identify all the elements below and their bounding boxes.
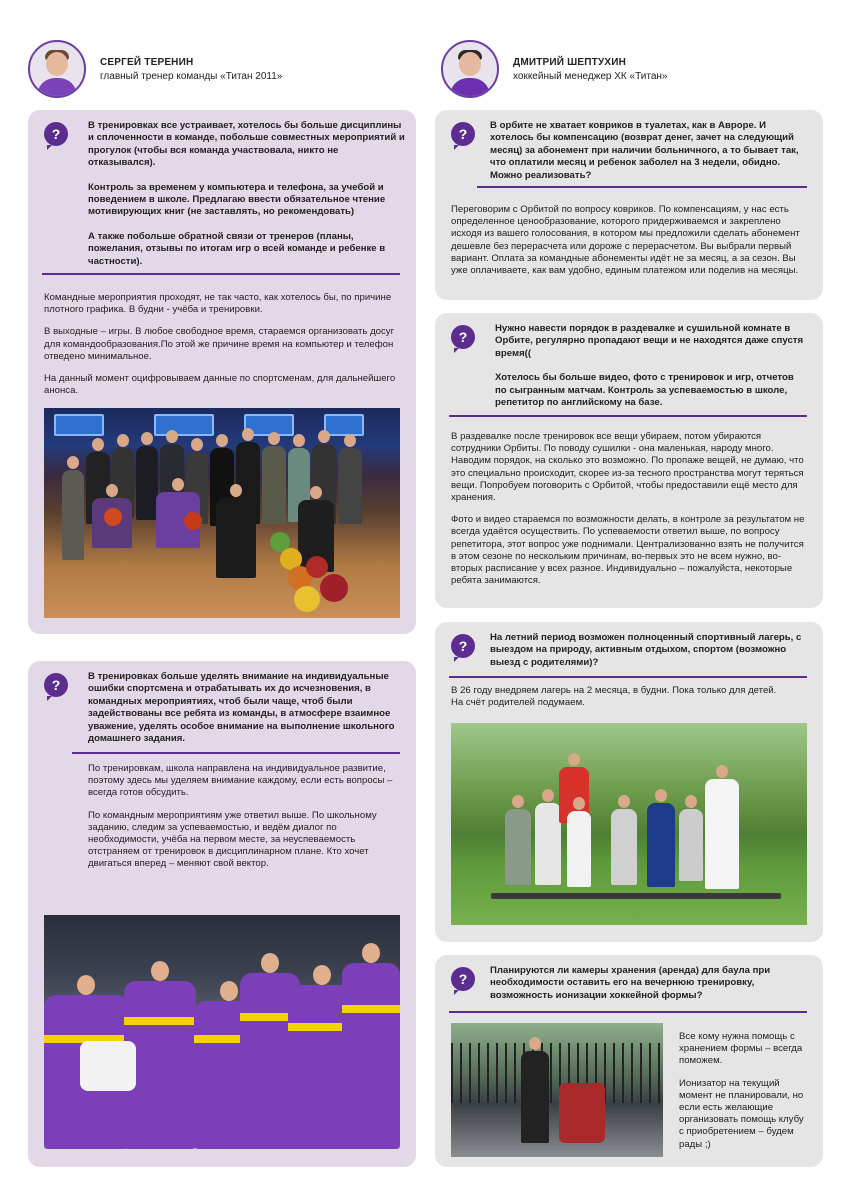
right-header [441,40,667,98]
avatar [441,40,499,98]
hockey-bag-photo [451,1023,663,1157]
answer-text: Переговорим с Орбитой по вопросу ковриков. По компенсациям, у нас есть определенное ценообразование, которого придерживаемся и закреплено исходя из вашего голосования, в котором мы предложили сделать абонемент дешевле без перерасчета или дороже с перерасчетом. Вы выбрали первый вариант. Оплата за командные абонементы идёт не за месяц, а за сезон. Вы уже оплачиваете, как вам удобно, единым платежом или поделив на месяцы. [451,204,800,277]
qa-card [435,955,823,1167]
question-text: В тренировках больше уделять внимание на индивидуальные ошибки спортсмена и отрабатывать их до исчезновения, в командных мероприятиях, чтоб были чаще, чтоб были задействованы все ребята из команды, в атмосфере взаимное уважение, уделять особое внимание на выполнение школьного домашнего задания. [88,671,395,745]
author-role: хоккейный менеджер ХК «Титан» [513,70,668,82]
qa-card [28,110,416,634]
divider [72,752,400,754]
qa-card [28,661,416,1167]
question-bubble-icon: ? [451,325,475,349]
question-text: На летний период возможен полноценный спортивный лагерь, с выездом на природу, активным отдыхом, спортом (возможно выезд с родителями)? [490,632,802,668]
question-bubble-icon: ? [451,634,475,658]
qa-card [435,622,823,942]
answer-text: В 26 году внедряем лагерь на 2 месяца, в будни. Пока только для детей. На счёт родителей подумаем. [451,685,777,709]
question-text: В орбите не хватает ковриков в туалетах, как в Авроре. И хотелось бы компенсацию (возврат денег, зачет на следующий месяц) за абонемент при наличии больничного, а то бывает так, что оплатили месяц и ребенок заболел на 3 недели, обидно. Можно реализовать? [490,120,799,181]
divider [449,415,807,417]
question-text: Нужно навести порядок в раздевалке и сушильной комнате в Орбите, регулярно пропадают вещи и не находятся даже спустя время(( Хотелось бы больше видео, фото с тренировок и игр, отчетов по сыгранным матчам. Контроль за успеваемостью в школе, репетитор по английскому на базе. [495,323,804,409]
hockey-team-photo [44,915,400,1149]
avatar [28,40,86,98]
qa-card [435,313,823,608]
answer-text: По тренировкам, школа направлена на индивидуальное развитие, поэтому здесь мы уделяем внимание каждому, если есть вопросы – всегда готов обсудить. По командным мероприятиям уже ответил выше. По школьному заданию, следим за успеваемостью, и ведём диалог по необходимости, учёба на первом месте, за неуспеваемость отстраняем от тренировок в дисциплинарном плане. Кто хочет двигаться вперед – меняют свой вектор. [88,763,393,870]
question-text: Планируются ли камеры хранения (аренда) для баула при необходимости оставить его на вечернюю тренировку, возможность ионизации хоккейной формы? [490,965,771,1001]
summer-camp-photo [451,723,807,925]
question-bubble-icon: ? [44,122,68,146]
divider [449,676,807,678]
author-name: ДМИТРИЙ ШЕПТУХИН [513,56,627,68]
divider [42,273,400,275]
question-bubble-icon: ? [451,967,475,991]
question-bubble-icon: ? [451,122,475,146]
question-text: В тренировках все устраивает, хотелось бы больше дисциплины и сплоченности в команде, побольше совместных мероприятий и прогулок (чтобы вся команда участвовала, никто не отказывался). Контроль за временем у компьютера и телефона, за учебой и поведением в школе. Предлагаю ввести обязательное чтение мотивирующих книг (не заставлять, но рекомендовать) А также побольше обратной связи от тренеров (планы, пожелания, отзывы по итогам игр о всей команде и ребенке в частности). [88,120,405,267]
answer-text: В раздевалке после тренировок все вещи убираем, потом убираются сотрудники Орбиты. По поводу сушилки - она маленькая, народу много. Наводим порядок, на сколько это возможно. По пропаже вещей, не думаю, что это специально происходит, скорее из-за тесного пространства могут теряться вещи. Попробуем поговорить с Орбитой, чтобы предоставили ещё место для хранения. Фото и видео стараемся по возможности делать, в контроле за результатом не всегда удаётся осуществить. По успеваемости ответил выше, по вопросу репетитора, этот вопрос уже поднимали. Централизованно взять не получится в этом сезоне по нескольким причинам, во-первых это не всем нужно, во-вторых расписание у всех разное. Индивидуально – пожалуйста, некоторые ребята занимаются. [451,431,805,587]
author-role: главный тренер команды «Титан 2011» [100,70,283,82]
author-name: СЕРГЕЙ ТЕРЕНИН [100,56,194,68]
answer-text: Все кому нужна помощь с хранением формы – всегда поможем. Ионизатор на текущий момент не планировали, но если есть желающие организовать помощь клубу с приобретением – будем рады ;) [679,1031,804,1150]
left-header [28,40,282,98]
bowling-team-photo [44,408,400,618]
qa-card [435,110,823,300]
question-bubble-icon: ? [44,673,68,697]
divider [477,186,807,188]
answer-text: Командные мероприятия проходят, не так часто, как хотелось бы, по причине плотного графика. В будни - учёба и тренировки. В выходные – игры. В любое свободное время, стараемся организовать досуг для командообразования.По этой же причине время на компьютер и телефон отведено минимальное. На данный момент оцифровываем данные по спортсменам, для дальнейшего анонса. [44,292,396,397]
divider [449,1011,807,1013]
